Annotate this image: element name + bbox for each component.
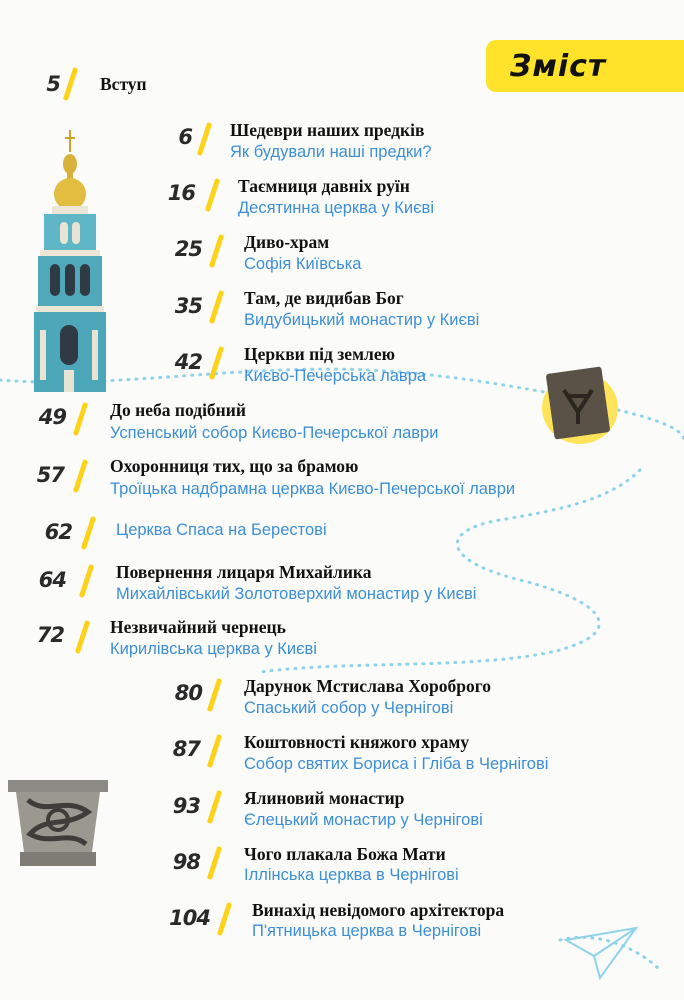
toc-header-label: Зміст [510, 48, 607, 84]
entry-subtitle: Софія Київська [244, 255, 362, 273]
entry-title: Таємниця давніх руїн [238, 176, 410, 196]
entry-title: Винахід невідомого архітектора [252, 900, 505, 920]
page-number: 80 [174, 681, 202, 705]
entry-subtitle: Як будували наші предки? [230, 143, 432, 161]
entry-subtitle: Троїцька надбрамна церква Києво-Печерської лаври [110, 480, 516, 498]
page-number: 16 [167, 181, 195, 205]
entry-subtitle: Десятинна церква у Києві [238, 199, 434, 217]
page-number: 42 [174, 350, 202, 374]
page-number: 62 [44, 520, 72, 544]
page-number: 57 [36, 463, 64, 487]
page-number: 5 [46, 72, 60, 96]
page-number: 104 [169, 906, 210, 930]
carved-plaque-illustration [540, 362, 618, 446]
entry-title: Чого плакала Божа Мати [244, 844, 446, 864]
page-number: 49 [38, 405, 66, 429]
entry-subtitle: Церква Спаса на Берестові [116, 521, 327, 539]
page-number: 93 [172, 794, 200, 818]
entry-title: Ялиновий монастир [244, 788, 405, 808]
bell-tower-illustration [30, 130, 110, 392]
ornamental-capital-illustration [6, 776, 110, 868]
entry-title: Охоронниця тих, що за брамою [110, 456, 359, 476]
entry-title: Дарунок Мстислава Хороброго [244, 676, 492, 696]
entry-title: Повернення лицаря Михайлика [116, 562, 372, 582]
entry-subtitle: Собор святих Бориса і Гліба в Чернігові [244, 755, 549, 773]
entry-subtitle: Єлецький монастир у Чернігові [244, 811, 483, 829]
paper-plane-icon [556, 920, 656, 994]
entry-subtitle: Кирилівська церква у Києві [110, 640, 317, 658]
entry-title: Диво-храм [244, 232, 330, 252]
entry-title: Коштовності княжого храму [244, 732, 470, 752]
toc-header-tag [486, 40, 684, 92]
entry-title: Церкви під землею [244, 344, 395, 364]
entry-subtitle: Іллінська церква в Чернігові [244, 866, 459, 884]
entry-title: Там, де видибав Бог [244, 288, 404, 308]
page-number: 98 [172, 850, 200, 874]
entry-subtitle: Михайлівський Золотоверхий монастир у Києві [116, 585, 477, 603]
page-number: 6 [178, 125, 192, 149]
entry-subtitle: Спаський собор у Чернігові [244, 699, 454, 717]
page-number: 35 [174, 294, 202, 318]
page-number: 87 [172, 737, 200, 761]
page-number: 25 [174, 237, 202, 261]
entry-title: До неба подібний [110, 400, 246, 420]
entry-subtitle: Успенський собор Києво-Печерської лаври [110, 424, 439, 442]
entry-subtitle: П'ятницька церква в Чернігові [252, 922, 482, 940]
page-number: 72 [36, 623, 64, 647]
entry-title: Вступ [100, 74, 147, 94]
page-number: 64 [38, 568, 66, 592]
entry-title: Шедеври наших предків [230, 120, 425, 140]
entry-subtitle: Видубицький монастир у Києві [244, 311, 480, 329]
entry-title: Незвичайний чернець [110, 617, 286, 637]
entry-subtitle: Києво-Печерська лавра [244, 367, 427, 385]
